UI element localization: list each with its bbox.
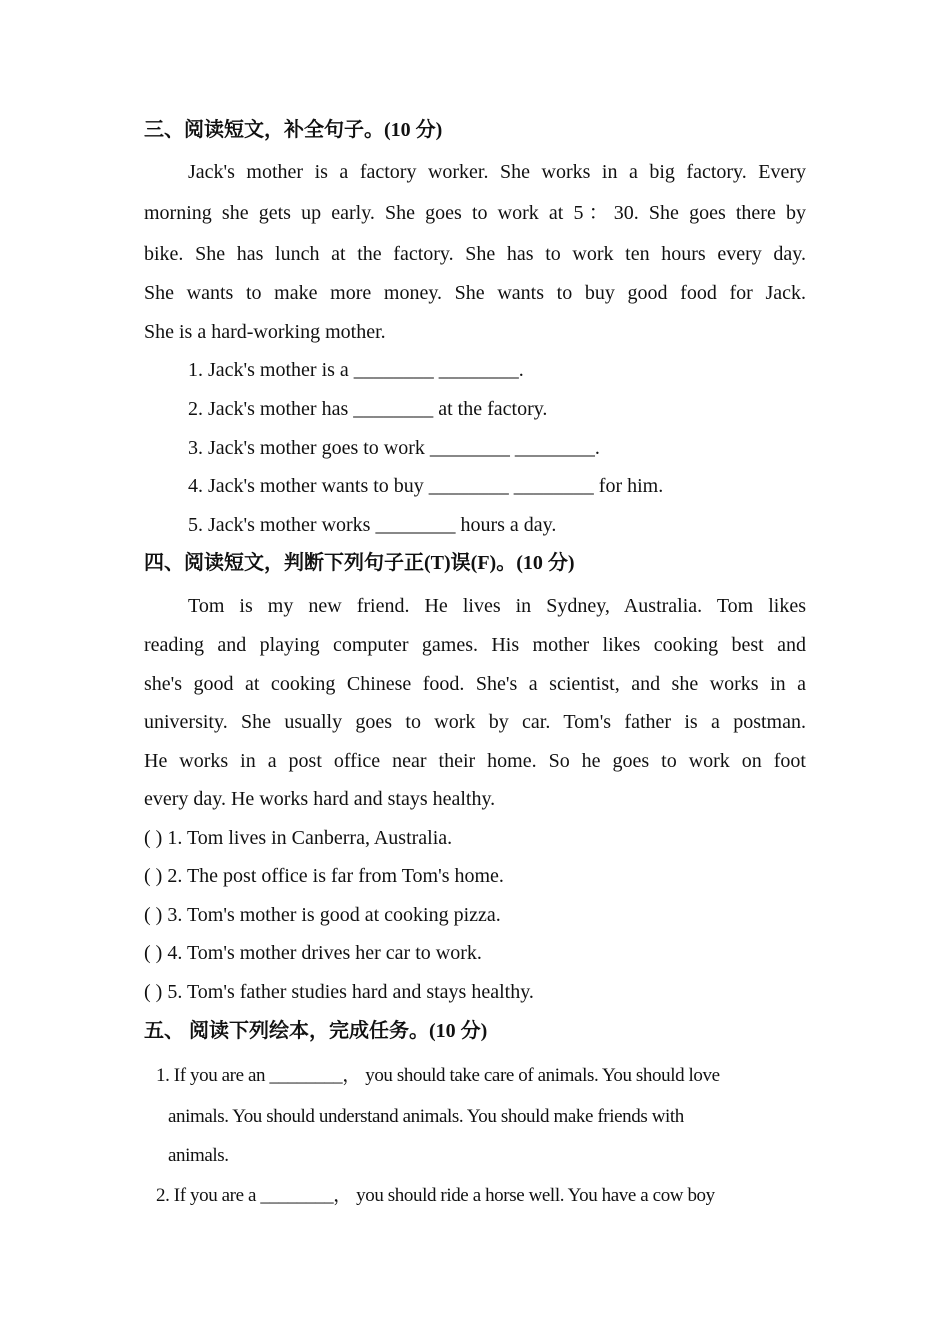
section-4-passage-line: university. She usually goes to work by car. Tom's father is a postman.	[144, 711, 806, 733]
section-4-question: ( ) 2. The post office is far from Tom's home.	[144, 865, 504, 887]
section-5-line: animals.	[168, 1145, 229, 1166]
section-3-question: 1. Jack's mother is a ________ ________.	[188, 359, 524, 381]
section-5-heading: 五、 阅读下列绘本，完成任务。(10 分)	[144, 1020, 488, 1042]
section-3-question: 2. Jack's mother has ________ at the factory.	[188, 398, 548, 420]
section-5-line: 2. If you are a ________， you should ride a horse well. You have a cow boy	[156, 1185, 715, 1206]
section-4-question: ( ) 3. Tom's mother is good at cooking pizza.	[144, 904, 501, 926]
section-4-question: ( ) 1. Tom lives in Canberra, Australia.	[144, 827, 453, 849]
section-4-question: ( ) 4. Tom's mother drives her car to work.	[144, 942, 482, 964]
section-4-heading: 四、阅读短文，判断下列句子正(T)误(F)。(10 分)	[144, 552, 575, 574]
section-3-passage-line: bike. She has lunch at the factory. She has to work ten hours every day.	[144, 243, 806, 265]
section-5-line: 1. If you are an ________， you should take care of animals. You should love	[156, 1065, 720, 1086]
section-3-passage-line: She is a hard-working mother.	[144, 321, 386, 343]
section-4-passage-line: reading and playing computer games. His mother likes cooking best and	[144, 634, 806, 656]
section-3-question: 5. Jack's mother works ________ hours a day.	[188, 514, 557, 536]
section-3-passage-line: She wants to make more money. She wants to buy good food for Jack.	[144, 282, 806, 304]
section-3-heading: 三、阅读短文，补全句子。(10 分)	[144, 119, 443, 141]
section-4-question: ( ) 5. Tom's father studies hard and stays healthy.	[144, 981, 534, 1003]
section-3-question: 3. Jack's mother goes to work ________ ________.	[188, 437, 600, 459]
section-4-passage-line: He works in a post office near their home. So he goes to work on foot	[144, 750, 806, 772]
section-3-passage-line: morning she gets up early. She goes to work at 5：30. She goes there by	[144, 202, 806, 224]
section-3-passage-line: Jack's mother is a factory worker. She works in a big factory. Every	[188, 161, 806, 183]
section-4-passage-line: she's good at cooking Chinese food. She's a scientist, and she works in a	[144, 673, 806, 695]
section-4-passage-line: every day. He works hard and stays healthy.	[144, 788, 496, 810]
section-4-passage-line: Tom is my new friend. He lives in Sydney, Australia. Tom likes	[188, 595, 806, 617]
section-5-line: animals. You should understand animals. You should make friends with	[168, 1106, 684, 1127]
section-3-question: 4. Jack's mother wants to buy ________ ________ for him.	[188, 475, 664, 497]
